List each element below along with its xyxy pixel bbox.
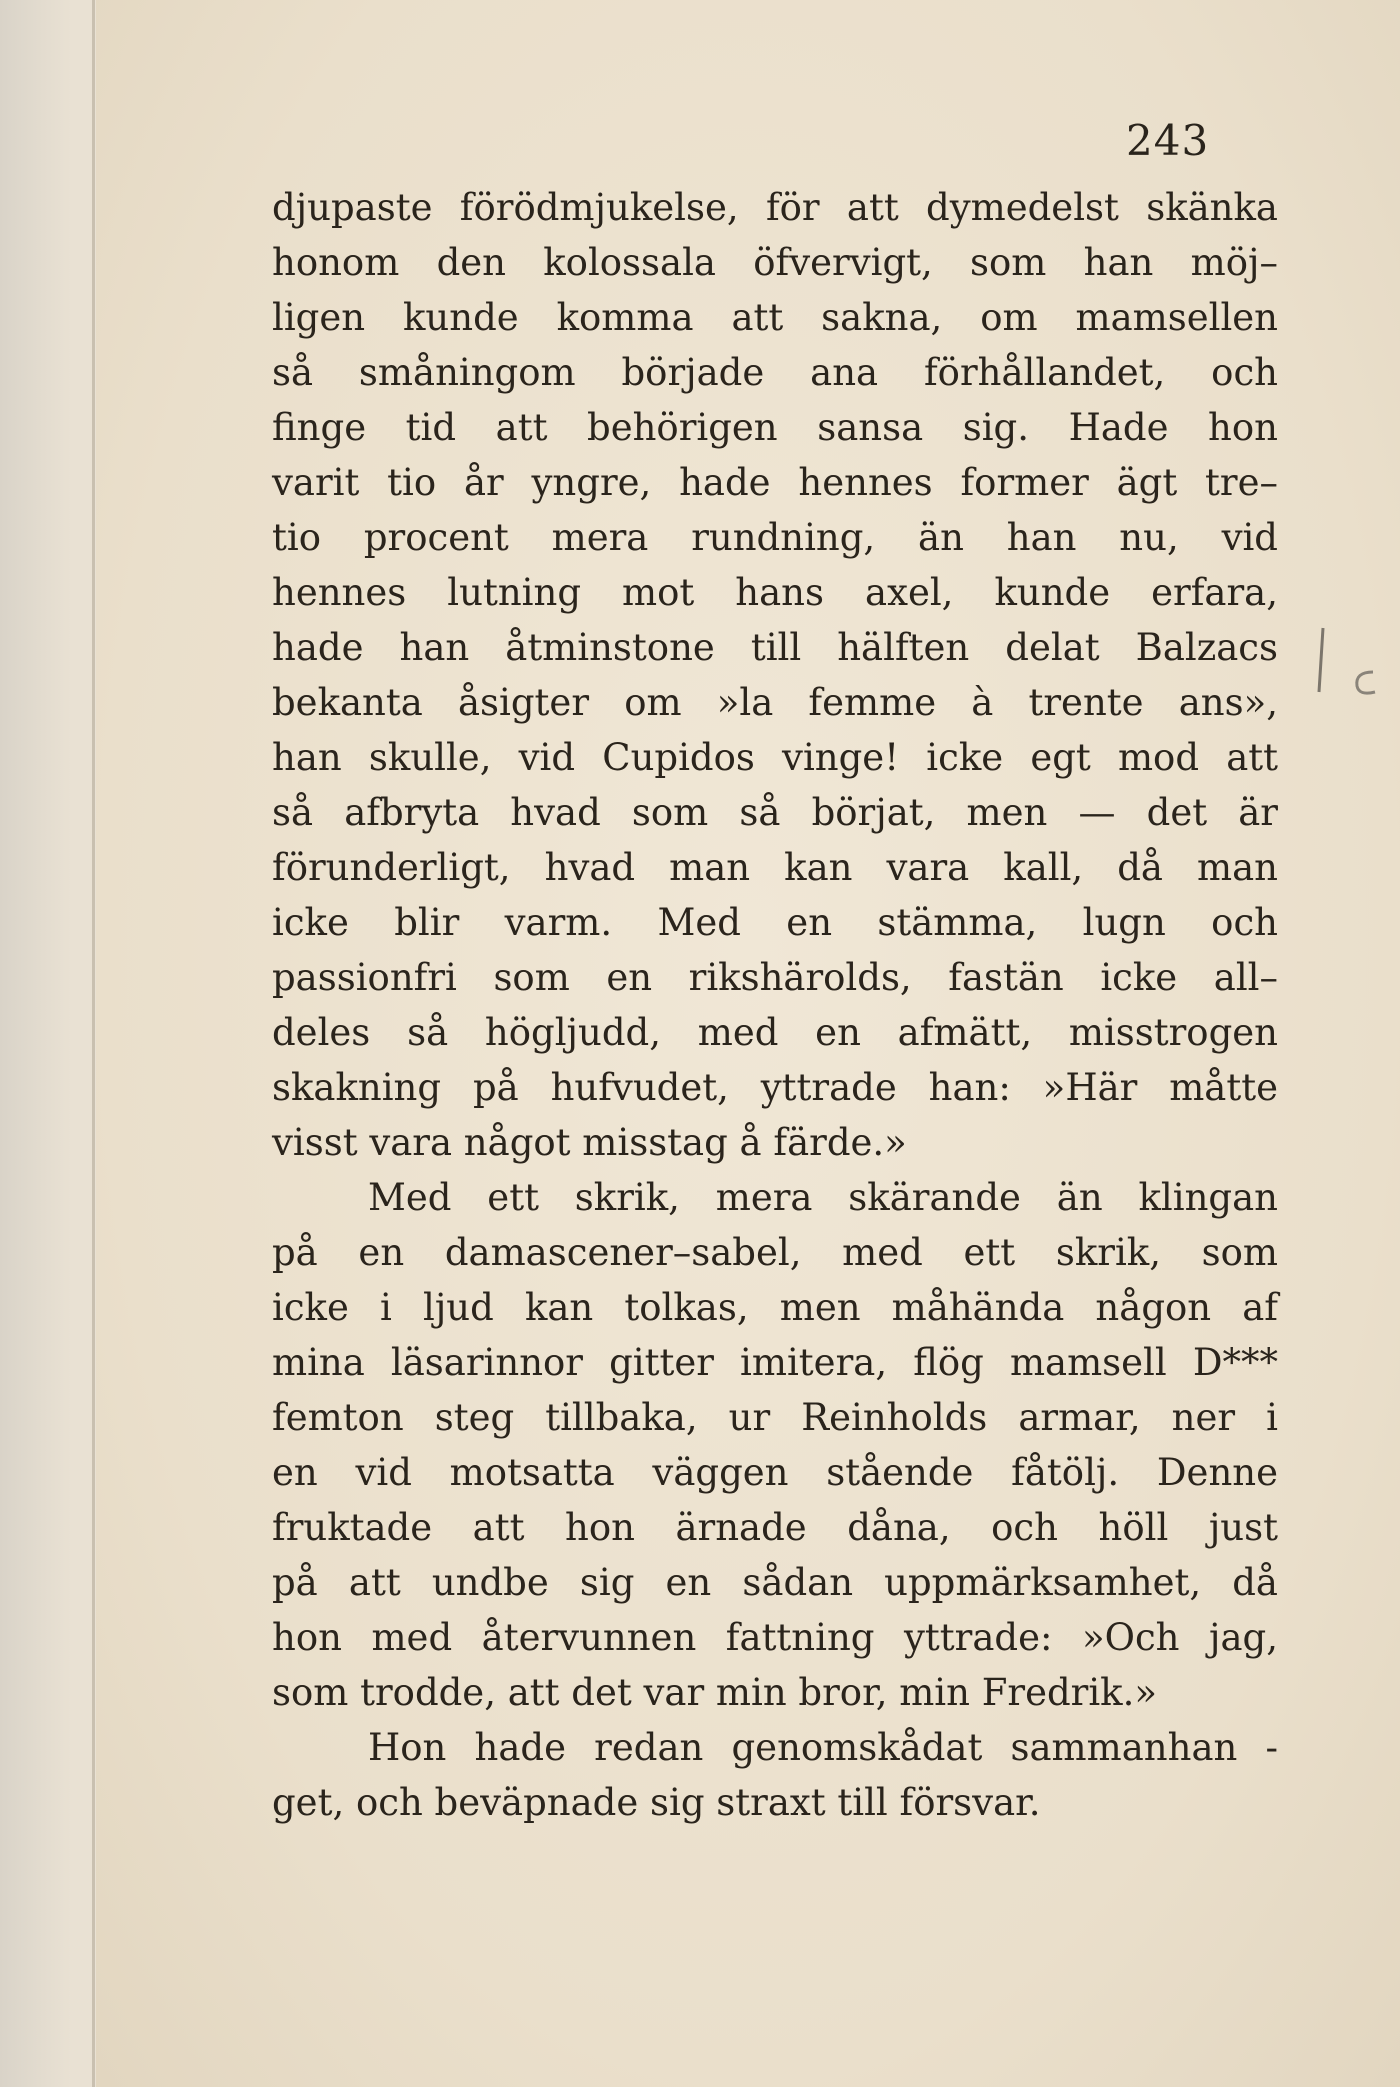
binding-fold (92, 0, 95, 2087)
text-line: varit tio år yngre, hade hennes former ägt tre– (272, 461, 1278, 504)
paragraph-start-line: Med ett skrik, mera skärande än klingan (368, 1176, 1278, 1219)
paragraph-start-line: Hon hade redan genomskådat sammanhan - (368, 1726, 1278, 1769)
text-line: så afbryta hvad som så börjat, men — det är (272, 791, 1278, 834)
text-line: bekanta åsigter om »la femme à trente ans», (272, 681, 1278, 724)
text-line: hennes lutning mot hans axel, kunde erfara, (272, 571, 1278, 614)
text-line: som trodde, att det var min bror, min Fredrik.» (272, 1671, 1158, 1714)
text-line: tio procent mera rundning, än han nu, vid (272, 516, 1278, 559)
text-line: femton steg tillbaka, ur Reinholds armar, ner i (272, 1396, 1278, 1439)
text-line: get, och beväpnade sig straxt till försvar. (272, 1781, 1041, 1824)
text-line: icke i ljud kan tolkas, men måhända någon af (272, 1286, 1278, 1329)
text-line: finge tid att behörigen sansa sig. Hade hon (272, 406, 1278, 449)
text-line: passionfri som en rikshärolds, fastän icke all– (272, 956, 1278, 999)
text-line: ligen kunde komma att sakna, om mamsellen (272, 296, 1278, 339)
text-line: deles så högljudd, med en afmätt, misstrogen (272, 1011, 1278, 1054)
text-line: visst vara något misstag å färde.» (272, 1121, 907, 1164)
text-line: på en damascener–sabel, med ett skrik, som (272, 1231, 1278, 1274)
text-line: han skulle, vid Cupidos vinge! icke egt mod att (272, 736, 1278, 779)
text-line: skakning på hufvudet, yttrade han: »Här måtte (272, 1066, 1278, 1109)
text-line: hon med återvunnen fattning yttrade: »Och jag, (272, 1616, 1278, 1659)
text-line: på att undbe sig en sådan uppmärksamhet, då (272, 1561, 1278, 1604)
margin-pencil-mark (1311, 620, 1400, 710)
text-line: fruktade att hon ärnade dåna, och höll just (272, 1506, 1278, 1549)
text-line: honom den kolossala öfvervigt, som han möj– (272, 241, 1278, 284)
binding-edge (0, 0, 72, 2087)
book-page (96, 0, 1400, 2087)
body-text (272, 180, 1278, 1830)
text-line: förunderligt, hvad man kan vara kall, då man (272, 846, 1278, 889)
text-line: mina läsarinnor gitter imitera, flög mamsell D*** (272, 1341, 1278, 1384)
page-number: 243 (1126, 116, 1210, 165)
text-line: icke blir varm. Med en stämma, lugn och (272, 901, 1278, 944)
text-line: en vid motsatta väggen stående fåtölj. Denne (272, 1451, 1278, 1494)
text-line: så småningom började ana förhållandet, och (272, 351, 1278, 394)
text-line: hade han åtminstone till hälften delat Balzacs (272, 626, 1278, 669)
text-line: djupaste förödmjukelse, för att dymedelst skänka (272, 186, 1278, 229)
